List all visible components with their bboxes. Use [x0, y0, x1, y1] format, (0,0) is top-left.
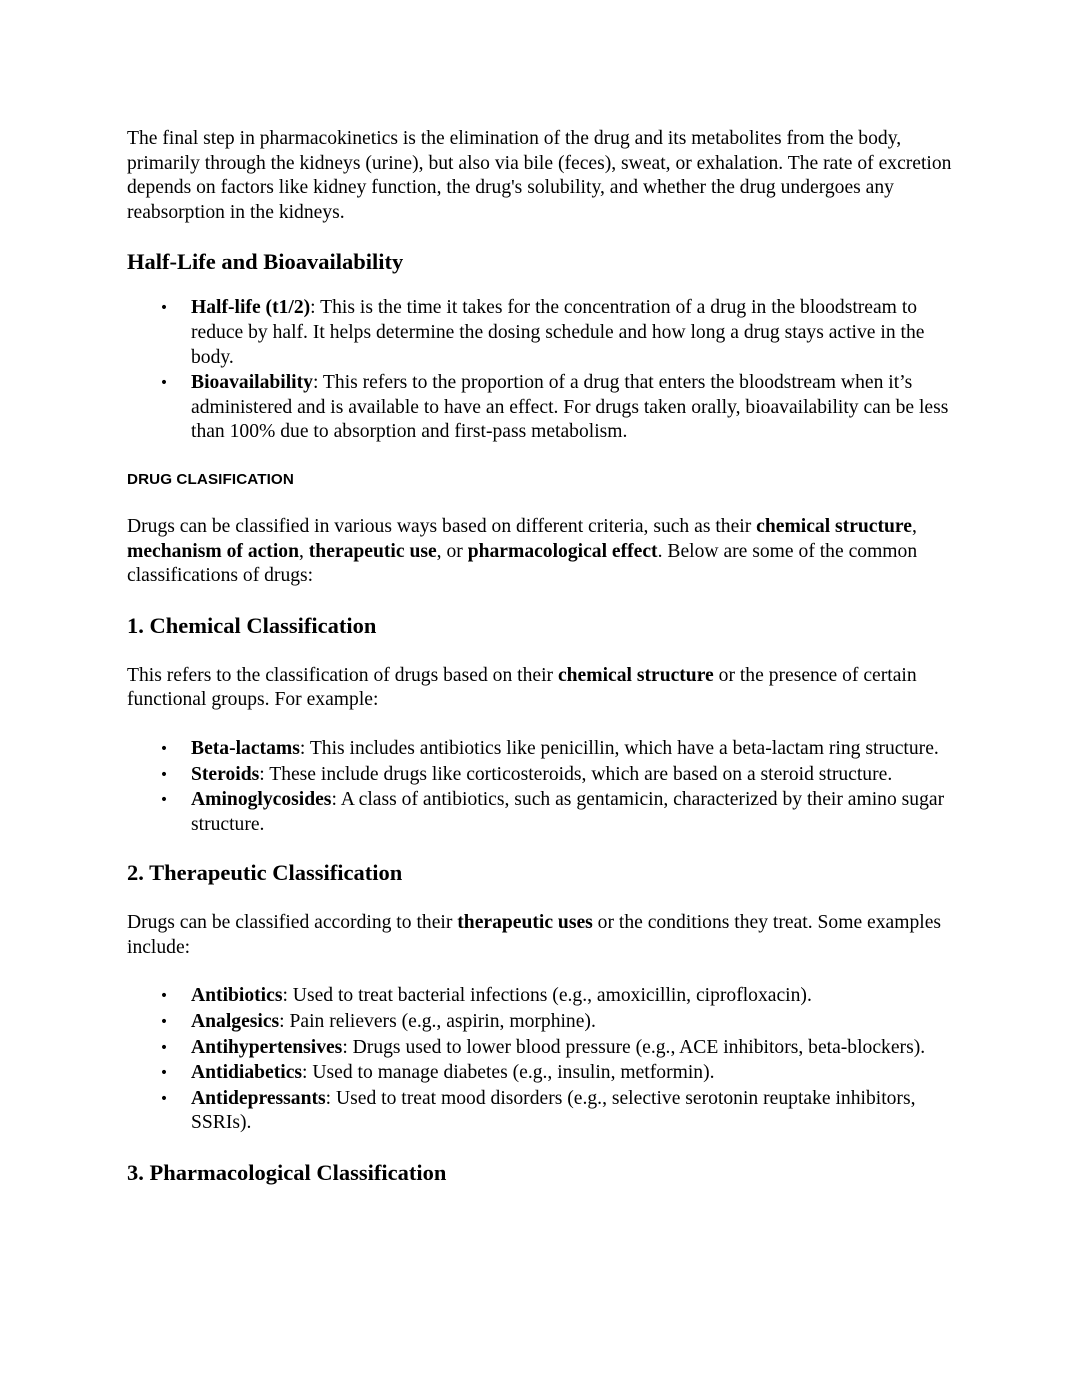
- term-description: : This includes antibiotics like penicillin, which have a beta-lactam ring structure.: [299, 737, 939, 759]
- pharmacological-classification-heading: 3. Pharmacological Classification: [127, 1160, 447, 1186]
- term: Antidepressants: [191, 1087, 326, 1109]
- term-description: : Used to treat mood disorders (e.g., selective serotonin reuptake inhibitors, SSRIs).: [191, 1087, 916, 1134]
- term-description: : This refers to the proportion of a drug that enters the bloodstream when it’s administered and is available to have an effect. For drugs taken orally, bioavailability can be less than 100% due to absorption and first-pass metabolism.: [191, 372, 949, 443]
- document-page: [127, 127, 953, 1187]
- therapeutic-intro: Drugs can be classified according to their therapeutic uses or the conditions they treat. Some examples include:: [127, 912, 942, 958]
- term-description: : Pain relievers (e.g., aspirin, morphine).: [279, 1011, 596, 1033]
- term: Beta-lactams: [191, 737, 300, 759]
- bullet-icon: •: [159, 1065, 169, 1082]
- term: Antihypertensives: [191, 1036, 343, 1058]
- chemical-intro: This refers to the classification of drugs based on their chemical structure or the presence of certain functional groups. For example:: [127, 664, 917, 711]
- bullet-icon: •: [159, 766, 169, 783]
- list-item: [127, 1087, 953, 1136]
- list-item: [127, 737, 953, 762]
- therapeutic-list: [127, 984, 953, 1136]
- therapeutic-classification-heading: 2. Therapeutic Classification: [127, 860, 403, 886]
- term-description: : This is the time it takes for the concentration of a drug in the bloodstream to reduce by half. It helps determine the dosing schedule and how long a drug stays active in the body.: [191, 297, 925, 368]
- halflife-heading: Half-Life and Bioavailability: [127, 249, 404, 275]
- chemical-list: [127, 737, 953, 837]
- list-item: [127, 1061, 953, 1086]
- drug-classification-heading: DRUG CLASIFICATION: [127, 470, 294, 488]
- list-item: [127, 763, 953, 788]
- bullet-icon: •: [159, 1014, 169, 1031]
- halflife-list: [127, 296, 953, 445]
- term: Steroids: [191, 763, 260, 785]
- list-item: [127, 1010, 953, 1035]
- bullet-icon: •: [159, 375, 169, 392]
- bullet-icon: •: [159, 792, 169, 809]
- classification-intro: Drugs can be classified in various ways based on different criteria, such as their chemical structure, mechanism of action, therapeutic use, or pharmacological effect. Below are some of the common classifications of drugs:: [127, 515, 918, 587]
- list-item: [127, 788, 953, 837]
- term-description: : These include drugs like corticosteroids, which are based on a steroid structure.: [259, 763, 893, 785]
- list-item: [127, 296, 953, 370]
- list-item: [127, 1036, 953, 1061]
- term-description: : Used to manage diabetes (e.g., insulin, metformin).: [302, 1062, 715, 1084]
- term: Antibiotics: [191, 985, 283, 1007]
- term: Bioavailability: [191, 372, 313, 394]
- bullet-icon: •: [159, 988, 169, 1005]
- term: Aminoglycosides: [191, 789, 332, 811]
- term: Half-life (t1/2): [191, 297, 311, 319]
- list-item: [127, 984, 953, 1009]
- bullet-icon: •: [159, 1090, 169, 1107]
- term-description: : Drugs used to lower blood pressure (e.g., ACE inhibitors, beta-blockers).: [342, 1036, 926, 1058]
- bullet-icon: •: [159, 300, 169, 317]
- chemical-classification-heading: 1. Chemical Classification: [127, 612, 377, 638]
- term: Analgesics: [191, 1011, 280, 1033]
- intro-paragraph: The final step in pharmacokinetics is the elimination of the drug and its metabolites from the body, primarily through the kidneys (urine), but also via bile (feces), sweat, or exhalation. The rate of excretion depends on factors like kidney function, the drug's solubility, and whether the drug undergoes any reabsorption in the kidneys.: [127, 128, 952, 223]
- term-description: : A class of antibiotics, such as gentamicin, characterized by their amino sugar structure.: [191, 789, 945, 835]
- list-item: [127, 371, 953, 445]
- bullet-icon: •: [159, 740, 169, 757]
- bullet-icon: •: [159, 1039, 169, 1056]
- term-description: : Used to treat bacterial infections (e.g., amoxicillin, ciprofloxacin).: [282, 985, 812, 1007]
- term: Antidiabetics: [191, 1062, 303, 1084]
